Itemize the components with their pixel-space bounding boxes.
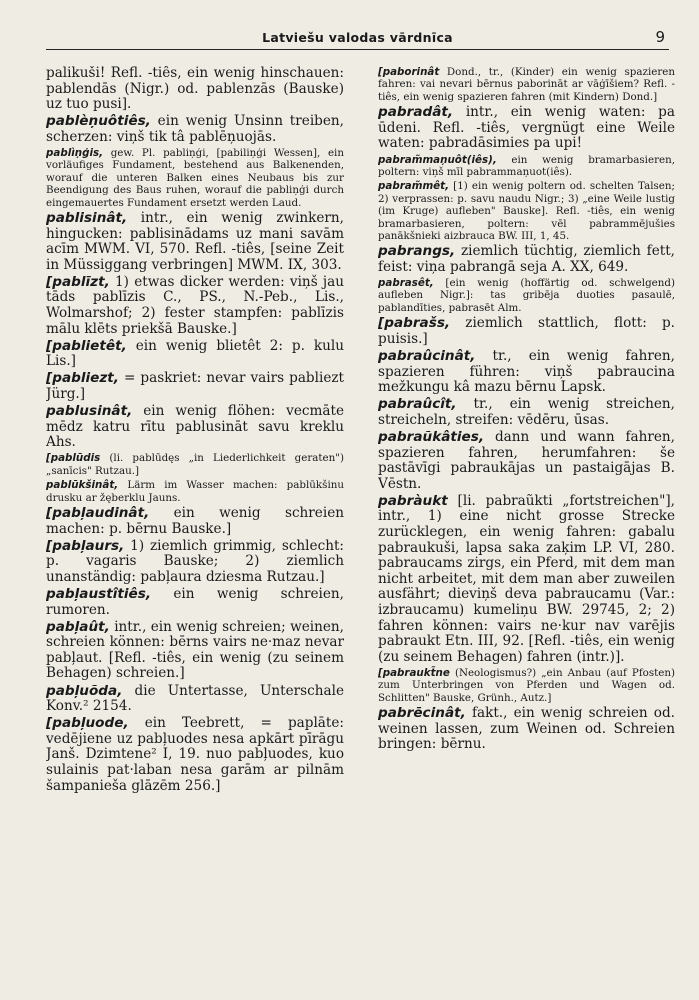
entry-headword: [pabliezt,	[46, 370, 119, 387]
entry-text: ziemlich stattlich, flott: p. puisis.]	[378, 315, 675, 347]
entry-text: dann und wann fahren, spazieren fahren, herumfahren: še pastāvīgi pabraukājas un pastaigājas B. Vēstn.	[378, 428, 675, 492]
dictionary-entry	[378, 244, 675, 275]
entry-text: ein wenig Unsinn treiben, scherzen: viņš tik tâ pablēņuojās.	[46, 113, 344, 145]
entry-headword: [pabļaurs,	[46, 537, 125, 554]
dictionary-entry	[46, 66, 344, 113]
dictionary-entry	[46, 211, 344, 273]
entry-headword: [pablietêt,	[46, 337, 127, 354]
entry-text: fakt., ein wenig schreien od. weinen lassen, zum Weinen od. Schreien bringen: bērnu.	[378, 705, 675, 753]
dictionary-entry	[46, 684, 344, 715]
entry-headword: pabraũkâties,	[378, 428, 485, 445]
entry-headword: pablisinât,	[46, 210, 128, 226]
dictionary-entry	[378, 66, 675, 103]
running-title: Latviešu valodas vārdnīca	[262, 30, 453, 45]
entry-headword: pablìņģis,	[46, 146, 104, 159]
dictionary-entry	[378, 154, 675, 179]
right-column	[378, 66, 675, 986]
entry-headword: pabļaustîtiês,	[46, 586, 152, 602]
dictionary-entry	[378, 430, 675, 492]
dictionary-entry	[378, 397, 675, 428]
entry-text: gew. Pl. pabliņģi, [pabiliņģi Wessen], ein vorläufiges Fundament, bestehend aus Balkenenden, worauf die unteren Balken eines Neubaus bis zur Beendigung des Baus ruhen, worauf die pabliņģi durch eingemauertes Fundament ersetzt werden Laud.	[46, 146, 344, 209]
left-column	[46, 66, 344, 986]
entry-headword: pablūkšinât,	[46, 479, 119, 492]
entry-text: tr., ein wenig streichen, streicheln, streifen: vēdēru, ūsas.	[378, 396, 675, 428]
dictionary-entry	[46, 506, 344, 537]
entry-text: tr., ein wenig fahren, spazieren führen: viņš pabraucina mežkungu kâ mazu bērnu Lapsk.	[378, 347, 675, 396]
page-number: 9	[655, 28, 665, 46]
entry-headword: [pabļuode,	[46, 715, 129, 732]
dictionary-entry	[378, 105, 675, 152]
entry-headword: pabrangs,	[378, 243, 456, 260]
entry-text: ein wenig blietêt 2: p. kulu Lis.]	[46, 337, 344, 370]
entry-text: ein wenig bramarbasieren, poltern: viņš mīl pabrammaņuot(iês).	[378, 153, 675, 178]
header-rule	[46, 49, 669, 50]
dictionary-entry	[378, 277, 675, 314]
entry-headword: pablèņuôtiês,	[46, 113, 151, 130]
entry-headword: pabļuõda,	[46, 682, 123, 699]
dictionary-entry	[46, 404, 344, 451]
entry-headword: [pabrašs,	[378, 315, 451, 332]
entry-text: 1) ziemlich grimmig, schlecht: p. vagaris Bauske; 2) ziemlich unanständig: pabļaura dziesma Rutzau.]	[46, 537, 344, 585]
entry-text: ein wenig schreien, rumoren.	[46, 586, 344, 618]
dictionary-entry	[46, 339, 344, 370]
entry-headword: pabradât,	[378, 104, 454, 121]
dictionary-entry	[46, 452, 344, 477]
dictionary-entry	[46, 587, 344, 618]
entry-text: intr., ein wenig zwinkern, hingucken: pablisinādams uz mani savām acīm MWM. VI, 570. Refl. -tiês, [seine Zeit in Müssiggang verbringen] MWM. IX, 303.	[46, 210, 344, 273]
entry-headword: [pabļaudinât,	[46, 505, 150, 522]
entry-text: intr., ein wenig waten: pa ūdeni. Refl. -tiês, vergnügt eine Weile waten: pabradāsimies pa upi!	[378, 104, 675, 152]
entry-text: [1) ein wenig poltern od. schelten Talsen; 2) verprassen: p. savu naudu Nigr.; 3) „eine Weile lustig (im Kruge) aufleben" Bauske]. Refl. -tiês, ein wenig bramarbasieren, poltern: vēl pabrammējušies panākšnieki aizbrauca BW. III, 1, 45.	[378, 180, 675, 242]
entry-headword: pabraûcinât,	[378, 347, 476, 364]
entry-text: = paskriet: nevar vairs pabliezt Jürg.]	[46, 370, 344, 403]
dictionary-entry	[378, 316, 675, 347]
dictionary-entry	[46, 114, 344, 145]
entry-headword: pabraûcît,	[378, 396, 457, 413]
entry-text: Lärm im Wasser machen: pablūkšinu drusku ar žęberklu Jauns.	[46, 479, 344, 504]
entry-headword: [pablīzt,	[46, 273, 110, 290]
entry-headword: pabrēcinât,	[378, 705, 466, 722]
entry-text: ziemlich tüchtig, ziemlich fett, feist: viņa pabrangā seja A. XX, 649.	[378, 243, 675, 275]
entry-headword: [paborinât	[378, 66, 440, 78]
dictionary-entry	[378, 706, 675, 753]
entry-text: ein wenig flöhen: vecmāte mēdz katru rītu pablusināt savu kreklu Ahs.	[46, 403, 344, 451]
entry-text: (Neologismus?) „ein Anbau (auf Pfosten) zum Unterbringen von Pferden und Wagen od. Schlitten" Bauske, Grünh., Autz.]	[378, 666, 675, 704]
dictionary-entry	[46, 620, 344, 682]
entry-text: [li. pabraũkti „fortstreichen"], intr., 1) eine nicht grosse Strecke zurücklegen, ein wenig fahren: gabalu pabraukuši, lapsa saka zaķim LP. VI, 280. pabraucams zirgs, ein Pferd, mit dem man nicht arbeitet, mit dem man aber zuweilen ausfährt; dieviņš deva pabraucamu (Var.: izbraucamu) kumeliņu BW. 29745, 2; 2) fahren können: vairs ne·kur nav varējis pabraukt Etn. III, 92. [Refl. -tiês, ein wenig (zu seinem Behagen) fahren (intr.)].	[378, 492, 675, 665]
entry-headword: pabram̃mêt,	[378, 180, 449, 193]
dictionary-entry	[46, 147, 344, 209]
entry-headword: pabràukt	[378, 492, 448, 509]
entry-text: ein wenig schreien machen: p. bērnu Bauske.]	[46, 505, 344, 537]
entry-text: Dond., tr., (Kinder) ein wenig spazieren fahren: vai nevari bērnus paborināt ar vāģīšiem? Refl. -tiês, ein wenig spazieren fahren (mit Kindern) Dond.]	[378, 66, 675, 103]
dictionary-entry	[378, 349, 675, 396]
entry-text: 1) etwas dicker werden: viņš jau tāds pablīzis C., PS., N.-Peb., Lis., Wolmarshof; 2) fester stampfen: pablīzis mālu klēts priekšā Bauske.]	[46, 273, 344, 337]
dictionary-entry	[378, 180, 675, 242]
dictionary-entry	[378, 494, 675, 666]
entry-headword: pabram̃maņuôt(iês),	[378, 153, 497, 166]
dictionary-entry	[46, 275, 344, 337]
entry-headword: [pablūdis	[46, 452, 101, 465]
entry-headword: pabrasêt,	[378, 277, 434, 290]
entry-text: [ein wenig (hoffärtig od. schwelgend) aufleben Nigr.]: tas gribēja duoties pasaulē, pablandīties, pabrasēt Alm.	[378, 277, 675, 314]
dictionary-entry	[46, 479, 344, 504]
entry-text: ein Teebrett, = paplāte: vedējiene uz pabļuodes nesa apkārt pīrāgu Janš. Dzimtene² I, 19. nuo pabļuodes, kuo sulainis pat·laban nesa garām ar pilnām šampanieša glāzēm 256.]	[46, 715, 344, 794]
dictionary-entry	[378, 667, 675, 704]
dictionary-entry	[46, 371, 344, 402]
entry-text: (li. pablūdęs „in Liederlichkeit geraten") „sanīcis" Rutzau.]	[46, 452, 344, 477]
entry-text: palikuši! Refl. -tiês, ein wenig hinschauen: pablendās (Nigr.) od. pablenzās (Bauske) uz tuo pusi].	[46, 66, 344, 113]
entry-headword: [pabraukt̃ne	[378, 666, 450, 679]
dictionary-entry	[46, 539, 344, 586]
entry-text: die Untertasse, Unterschale Konv.² 2154.	[46, 682, 344, 715]
dictionary-entry	[46, 716, 344, 794]
entry-headword: pablusinât,	[46, 403, 133, 420]
entry-text: intr., ein wenig schreien; weinen, schreien können: bērns vairs ne·maz nevar pabļaut. [Refl. -tiês, ein wenig (zu seinem Behagen) schreien.]	[46, 618, 344, 682]
page-header	[46, 28, 669, 50]
entry-headword: pabļaût,	[46, 618, 110, 635]
